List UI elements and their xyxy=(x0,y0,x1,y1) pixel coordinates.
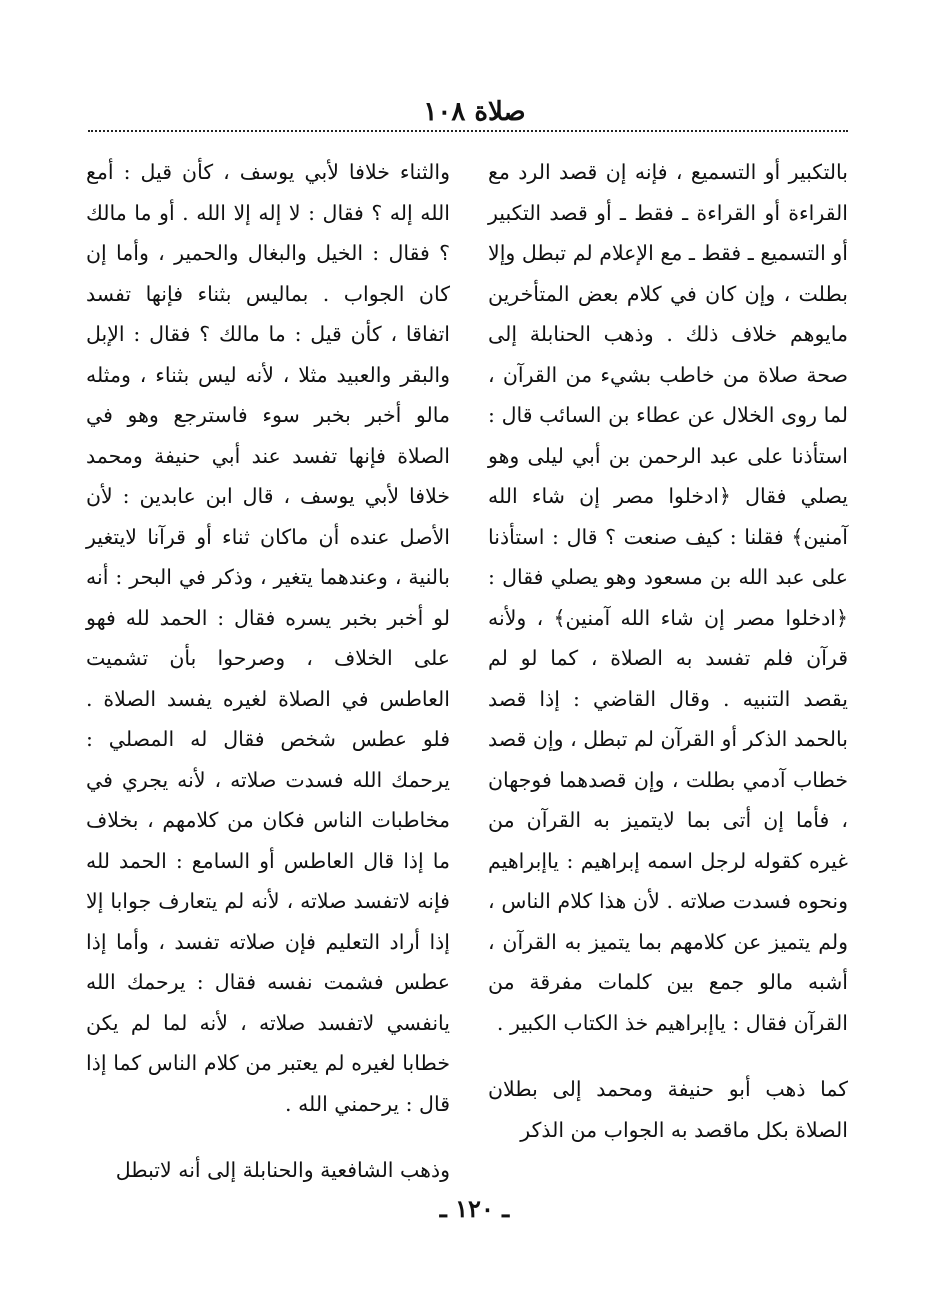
left-column-paragraph-1: والثناء خلافا لأبي يوسف ، كأن قيل : أمع الله إله ؟ فقال : لا إله إلا الله . أو ما مالك ؟ فقال : الخيل والبغال والحمير ، وأما إن كان الجواب . بماليس بثناء فإنها تفسد اتفاقا ، كأن قيل : ما مالك ؟ فقال : الإبل والبقر والعبيد مثلا ، لأنه ليس بثناء ، ومثله مالو أخبر بخبر سوء فاسترجع وهو في الصلاة فإنها تفسد عند أبي حنيفة ومحمد خلافا لأبي يوسف ، قال ابن عابدين : لأن الأصل عنده أن ماكان ثناء أو قرآنا لايتغير بالنية ، وعندهما يتغير ، وذكر في البحر : أنه لو أخبر بخبر يسره فقال : الحمد لله فهو على الخلاف ، وصرحوا بأن تشميت العاطس في الصلاة لغيره يفسد الصلاة . فلو عطس شخص فقال له المصلي : يرحمك الله فسدت صلاته ، لأنه يجري في مخاطبات الناس فكان من كلامهم ، بخلاف ما إذا قال العاطس أو السامع : الحمد لله فإنه لاتفسد صلاته ، لأنه لم يتعارف جوابا إلا إذا أراد التعليم فإن صلاته تفسد ، وأما إذا عطس فشمت نفسه فقال : يرحمك الله يانفسي لاتفسد صلاته ، لأنه لما لم يكن خطابا لغيره لم يعتبر من كلام الناس كما إذا قال : يرحمني الله . xyxy=(86,160,450,1116)
right-column-paragraph-2: كما ذهب أبو حنيفة ومحمد إلى بطلان الصلاة بكل ماقصد به الجواب من الذكر xyxy=(488,1077,848,1142)
page-number: ـ ١٢٠ ـ xyxy=(439,1194,510,1223)
left-column xyxy=(86,152,450,1191)
header-dotted-rule xyxy=(88,130,848,132)
right-column-paragraph-1: بالتكبير أو التسميع ، فإنه إن قصد الرد مع القراءة أو القراءة ـ فقط ـ أو قصد التكبير أو التسميع ـ فقط ـ مع الإعلام لم تبطل وإلا بطلت ، وإن كان في كلام بعض المتأخرين مايوهم خلاف ذلك . وذهب الحنابلة إلى صحة صلاة من خاطب بشيء من القرآن ، لما روى الخلال عن عطاء بن السائب قال : استأذنا على عبد الرحمن بن أبي ليلى وهو يصلي فقال ﴿ادخلوا مصر إن شاء الله آمنين﴾ فقلنا : كيف صنعت ؟ قال : استأذنا على عبد الله بن مسعود وهو يصلي فقال : ﴿ادخلوا مصر إن شاء الله آمنين﴾ ، ولأنه قرآن فلم تفسد به الصلاة ، كما لو لم يقصد التنبيه . وقال القاضي : إذا قصد بالحمد الذكر أو القرآن لم تبطل ، وإن قصد خطاب آدمي بطلت ، وإن قصدهما فوجهان ، فأما إن أتى بما لايتميز به القرآن من غيره كقوله لرجل اسمه إبراهيم : ياإبراهيم ونحوه فسدت صلاته . لأن هذا كلام الناس ، ولم يتميز عن كلامهم بما يتميز به القرآن ، أشبه مالو جمع بين كلمات مفرقة من القرآن فقال : ياإبراهيم خذ الكتاب الكبير . xyxy=(488,160,848,1035)
page-header-title: صلاة ١٠٨ xyxy=(423,97,526,127)
right-column xyxy=(488,152,848,1150)
left-column-paragraph-2: وذهب الشافعية والحنابلة إلى أنه لاتبطل xyxy=(115,1158,450,1182)
